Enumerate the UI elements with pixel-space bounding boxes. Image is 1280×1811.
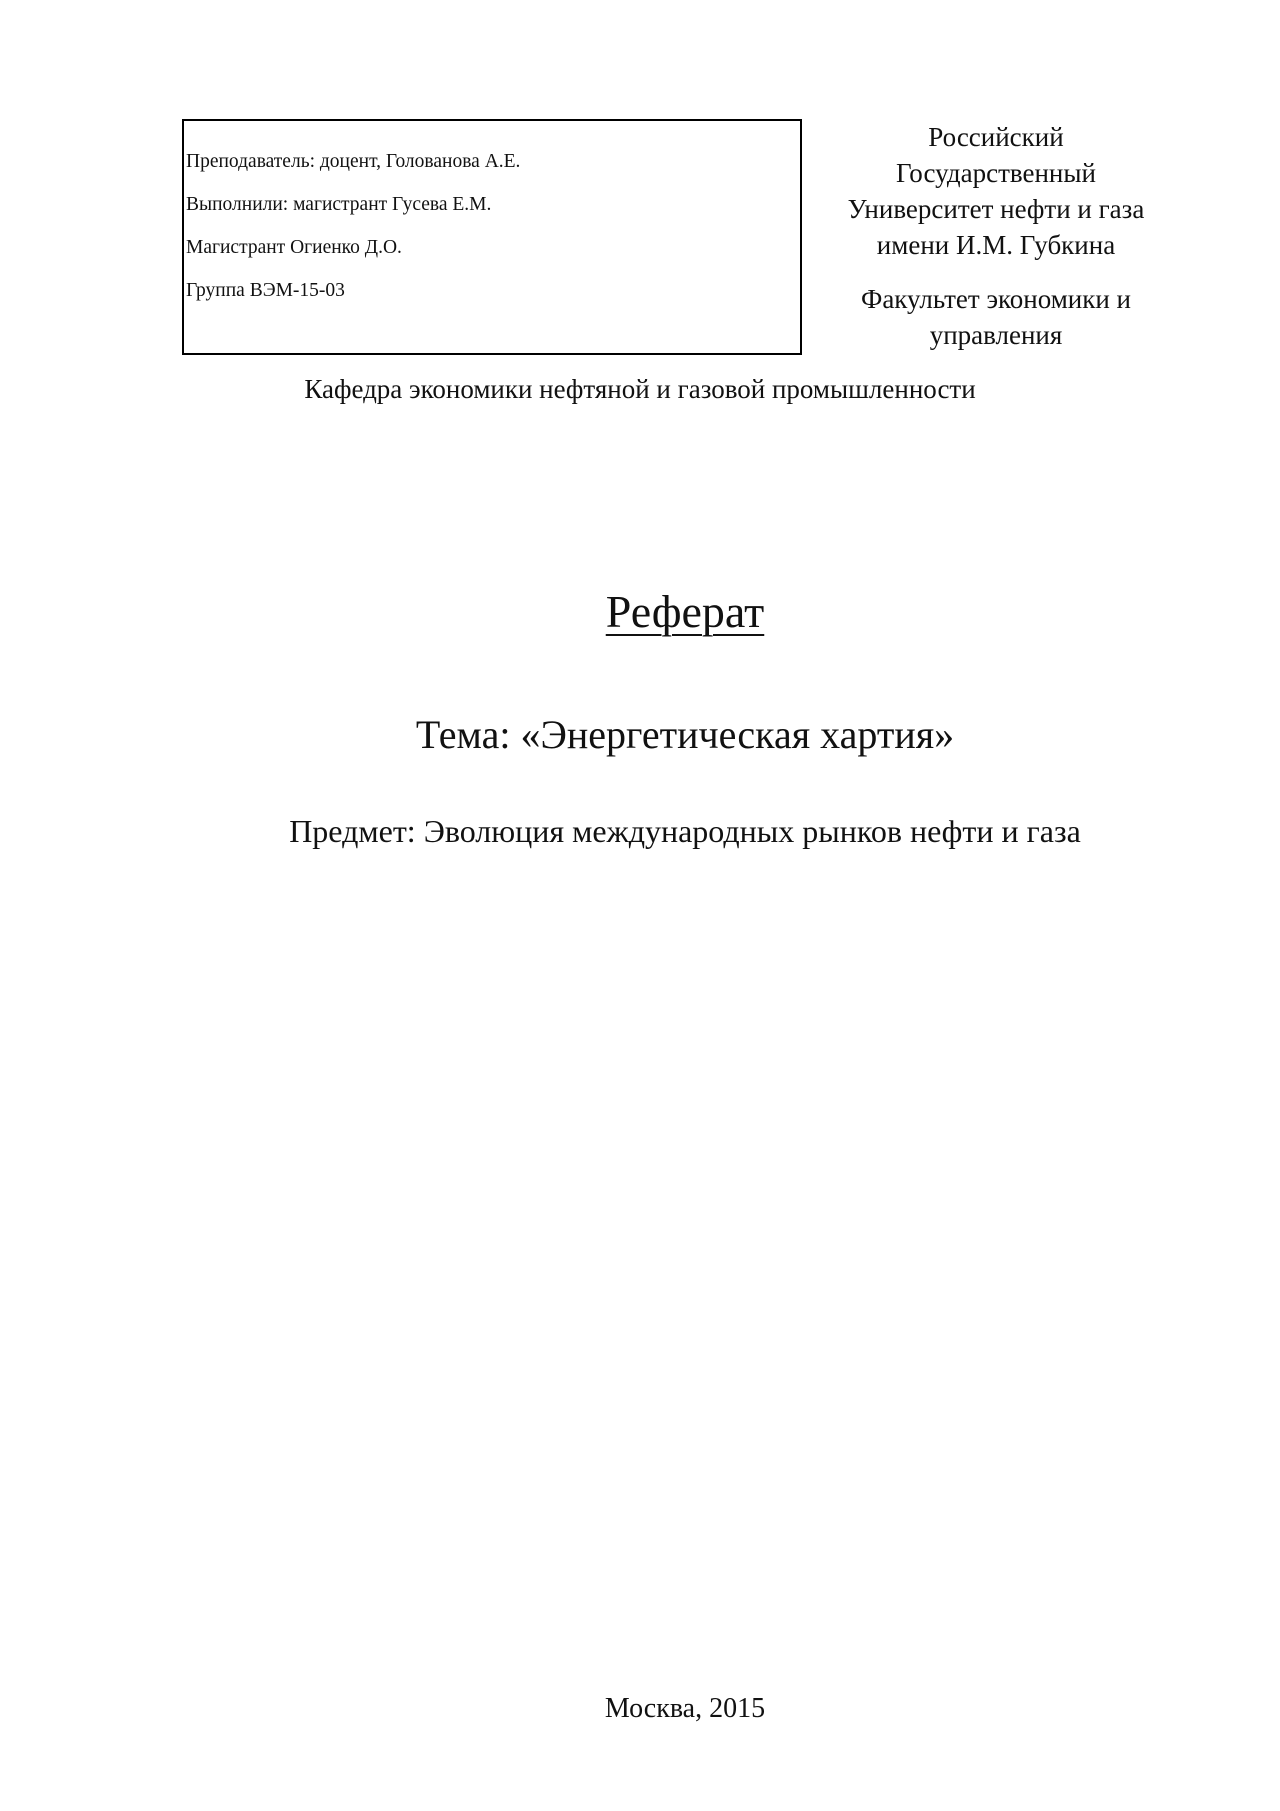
document-type-label: Реферат [605, 586, 765, 637]
department-name: Кафедра экономики нефтяной и газовой промышленности [304, 374, 976, 404]
university-line-2: Государственный [896, 158, 1096, 188]
faculty-line-1: Факультет экономики и [860, 284, 1132, 314]
faculty-name [812, 281, 1180, 353]
university-line-3: Университет нефти и газа [847, 194, 1145, 224]
performed-by-line: Выполнили: магистрант Гусева Е.М. [186, 194, 492, 215]
second-student-line: Магистрант Огиенко Д.О. [186, 237, 402, 258]
author-info-box [182, 119, 802, 355]
city-year: Москва, 2015 [604, 1693, 766, 1724]
group-line: Группа ВЭМ-15-03 [186, 280, 345, 301]
faculty-line-2: управления [929, 320, 1063, 350]
university-line-4: имени И.М. Губкина [876, 230, 1116, 260]
subject-heading: Предмет: Эволюция международных рынков нефти и газа [289, 813, 1081, 849]
document-type-heading [440, 582, 930, 642]
university-line-1: Российский [928, 122, 1064, 152]
university-name [812, 119, 1180, 263]
topic-heading: Тема: «Энергетическая хартия» [415, 712, 955, 757]
teacher-line: Преподаватель: доцент, Голованова А.Е. [186, 151, 521, 172]
